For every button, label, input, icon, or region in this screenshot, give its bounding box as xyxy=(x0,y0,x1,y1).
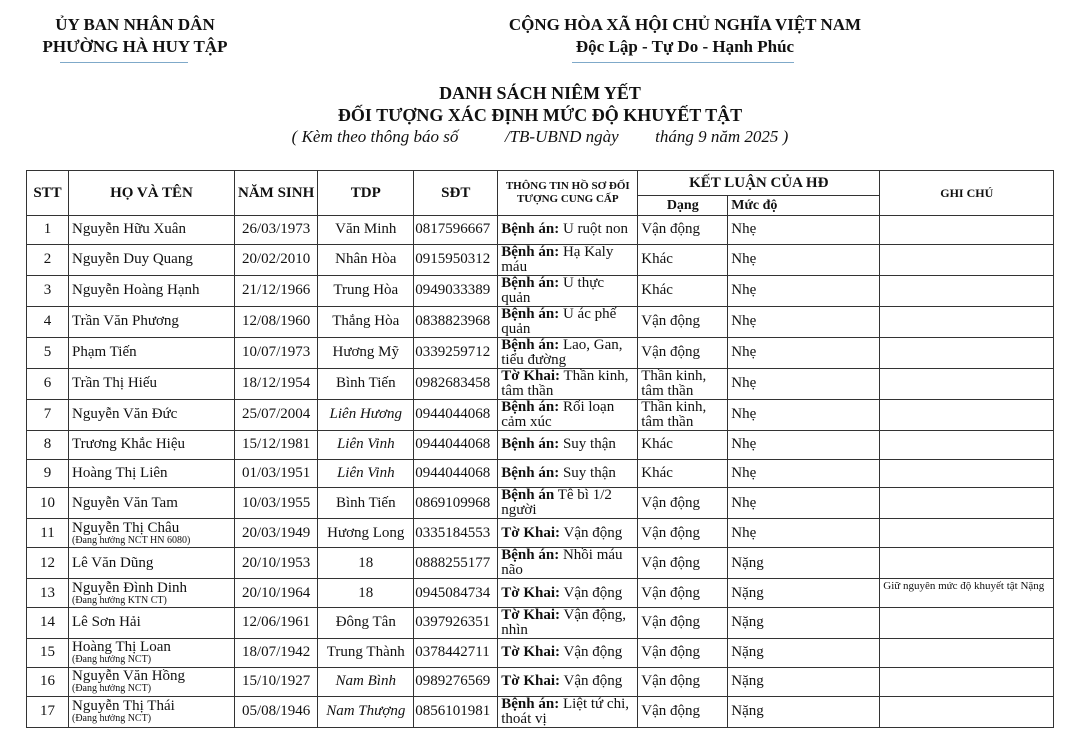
cell-type: Vận động xyxy=(638,306,728,337)
header-name: HỌ VÀ TÊN xyxy=(69,171,235,216)
benefit-note: (Đang hưởng NCT HN 6080) xyxy=(72,534,191,546)
header-stt: STT xyxy=(27,171,69,216)
cell-type: Khác xyxy=(638,430,728,459)
cell-birth: 10/03/1955 xyxy=(235,488,318,519)
cell-stt: 7 xyxy=(27,399,69,430)
cell-birth: 12/08/1960 xyxy=(235,306,318,337)
info-text: Vận động xyxy=(563,644,623,661)
cell-level: Nhẹ xyxy=(728,488,880,519)
cell-note xyxy=(880,368,1054,399)
cell-note xyxy=(880,488,1054,519)
info-text: Vận động xyxy=(563,524,623,541)
motto: Độc Lập - Tự Do - Hạnh Phúc xyxy=(575,37,795,56)
cell-note xyxy=(880,399,1054,430)
info-text: Thần kinh, tâm thần xyxy=(501,368,629,399)
cell-level: Nhẹ xyxy=(728,337,880,368)
table-row xyxy=(27,216,1054,245)
info-label: Tờ Khai: xyxy=(501,644,560,661)
cell-type: Vận động xyxy=(638,548,728,579)
cell-tdp: Liên Vinh xyxy=(318,430,414,459)
cell-info xyxy=(498,275,638,306)
info-label: Tờ Khai: xyxy=(501,607,560,623)
table-row xyxy=(27,519,1054,548)
info-text: Suy thận xyxy=(562,436,616,453)
cell-name xyxy=(69,638,235,667)
doc-subject: ĐỐI TƯỢNG XÁC ĐỊNH MỨC ĐỘ KHUYẾT TẬT xyxy=(337,105,743,125)
cell-name xyxy=(69,488,235,519)
table-row xyxy=(27,459,1054,488)
benefit-note: (Đang hưởng NCT) xyxy=(72,713,152,725)
cell-info xyxy=(498,579,638,608)
cell-stt: 14 xyxy=(27,607,69,638)
cell-type: Khác xyxy=(638,244,728,275)
benefit-note: (Đang hưởng KTN CT) xyxy=(72,594,167,606)
cell-note: Giữ nguyên mức độ khuyết tật Nặng xyxy=(880,579,1054,608)
person-name: Lê Văn Dũng xyxy=(72,554,154,571)
cell-tdp: Nam Thượng xyxy=(318,696,414,727)
cell-phone: 0944044068 xyxy=(414,430,498,459)
cell-level: Nhẹ xyxy=(728,244,880,275)
cell-type: Khác xyxy=(638,275,728,306)
cell-type: Thần kinh, tâm thần xyxy=(638,399,728,430)
cell-note xyxy=(880,216,1054,245)
cell-name xyxy=(69,459,235,488)
cell-stt: 3 xyxy=(27,275,69,306)
reference-part-c: tháng 9 năm 2025 ) xyxy=(655,127,789,146)
disability-list-table xyxy=(26,170,1054,728)
doc-reference xyxy=(0,127,1080,147)
table-row xyxy=(27,607,1054,638)
cell-name xyxy=(69,306,235,337)
info-text: Nhồi máu não xyxy=(501,547,623,579)
cell-phone: 0945084734 xyxy=(414,579,498,608)
cell-birth: 01/03/1951 xyxy=(235,459,318,488)
info-label: Bệnh án: xyxy=(501,306,560,322)
info-text: Rối loạn cảm xúc xyxy=(501,399,615,430)
cell-name xyxy=(69,696,235,727)
cell-note xyxy=(880,696,1054,727)
cell-note xyxy=(880,337,1054,368)
info-label: Bệnh án: xyxy=(501,436,560,453)
info-label: Tờ Khai: xyxy=(501,673,560,690)
cell-level: Nhẹ xyxy=(728,519,880,548)
cell-name xyxy=(69,548,235,579)
cell-phone: 0378442711 xyxy=(414,638,498,667)
cell-birth: 18/07/1942 xyxy=(235,638,318,667)
cell-birth: 26/03/1973 xyxy=(235,216,318,245)
table-row xyxy=(27,548,1054,579)
cell-tdp: 18 xyxy=(318,579,414,608)
cell-type: Vận động xyxy=(638,607,728,638)
cell-note xyxy=(880,638,1054,667)
cell-level: Nhẹ xyxy=(728,430,880,459)
table-row xyxy=(27,430,1054,459)
cell-info xyxy=(498,488,638,519)
cell-info xyxy=(498,216,638,245)
cell-type: Vận động xyxy=(638,216,728,245)
cell-note xyxy=(880,548,1054,579)
cell-info xyxy=(498,638,638,667)
info-label: Bệnh án: xyxy=(501,275,560,291)
person-name: Nguyễn Duy Quang xyxy=(72,251,193,268)
country-name: CỘNG HÒA XÃ HỘI CHỦ NGHĨA VIỆT NAM xyxy=(508,15,862,34)
table-row xyxy=(27,306,1054,337)
cell-phone: 0949033389 xyxy=(414,275,498,306)
person-name: Nguyễn Hoàng Hạnh xyxy=(72,282,200,299)
cell-level: Nhẹ xyxy=(728,399,880,430)
authority-underline xyxy=(60,62,188,63)
cell-level: Nặng xyxy=(728,638,880,667)
cell-stt: 15 xyxy=(27,638,69,667)
cell-info xyxy=(498,548,638,579)
info-label: Bệnh án: xyxy=(501,221,560,238)
cell-info xyxy=(498,337,638,368)
person-name: Nguyễn Đình Dinh xyxy=(72,579,187,596)
table-row xyxy=(27,244,1054,275)
person-name: Nguyễn Thị Châu xyxy=(72,519,180,536)
header-phone: SĐT xyxy=(414,171,498,216)
table-row xyxy=(27,696,1054,727)
header-tdp: TDP xyxy=(318,171,414,216)
info-text: Tê bì 1/2 người xyxy=(501,487,612,519)
cell-stt: 11 xyxy=(27,519,69,548)
person-name: Nguyễn Văn Đức xyxy=(72,406,178,423)
cell-type: Vận động xyxy=(638,667,728,696)
cell-name xyxy=(69,430,235,459)
info-label: Bệnh án: xyxy=(501,464,560,481)
cell-tdp: Liên Vinh xyxy=(318,459,414,488)
header-level: Mức độ xyxy=(728,196,880,216)
header-note: GHI CHÚ xyxy=(880,171,1054,216)
header-info: THÔNG TIN HỒ SƠ ĐỐI TƯỢNG CUNG CẤP xyxy=(498,171,638,216)
cell-phone: 0335184553 xyxy=(414,519,498,548)
cell-stt: 4 xyxy=(27,306,69,337)
info-label: Bệnh án: xyxy=(501,547,560,564)
cell-info xyxy=(498,667,638,696)
cell-name xyxy=(69,399,235,430)
info-text: U thực quản xyxy=(501,275,604,306)
cell-tdp: Bình Tiến xyxy=(318,488,414,519)
cell-phone: 0944044068 xyxy=(414,459,498,488)
person-name: Hoàng Thị Loan xyxy=(72,639,171,656)
cell-type: Vận động xyxy=(638,696,728,727)
cell-phone: 0856101981 xyxy=(414,696,498,727)
cell-tdp: Đông Tân xyxy=(318,607,414,638)
cell-note xyxy=(880,306,1054,337)
cell-info xyxy=(498,399,638,430)
info-text: Vận động xyxy=(563,673,623,690)
info-text: Lao, Gan, tiểu đường xyxy=(501,337,623,368)
cell-level: Nặng xyxy=(728,579,880,608)
cell-name xyxy=(69,519,235,548)
table-row xyxy=(27,579,1054,608)
cell-level: Nặng xyxy=(728,607,880,638)
cell-stt: 13 xyxy=(27,579,69,608)
person-name: Nguyễn Hữu Xuân xyxy=(72,221,186,238)
cell-stt: 10 xyxy=(27,488,69,519)
info-label: Bệnh án: xyxy=(501,244,560,260)
cell-stt: 17 xyxy=(27,696,69,727)
info-label: Tờ Khai: xyxy=(501,584,560,601)
person-name: Phạm Tiến xyxy=(72,344,137,361)
cell-info xyxy=(498,519,638,548)
cell-tdp: Nam Bình xyxy=(318,667,414,696)
cell-phone: 0915950312 xyxy=(414,244,498,275)
header-conclusion: KẾT LUẬN CỦA HĐ xyxy=(638,171,880,196)
cell-stt: 5 xyxy=(27,337,69,368)
cell-level: Nặng xyxy=(728,667,880,696)
info-text: Liệt tứ chi, thoát vị xyxy=(501,696,629,727)
cell-phone: 0982683458 xyxy=(414,368,498,399)
cell-phone: 0838823968 xyxy=(414,306,498,337)
info-label: Bệnh án xyxy=(501,487,555,504)
cell-type: Vận động xyxy=(638,638,728,667)
cell-name xyxy=(69,579,235,608)
table-row xyxy=(27,337,1054,368)
cell-birth: 21/12/1966 xyxy=(235,275,318,306)
info-label: Bệnh án: xyxy=(501,399,560,415)
cell-tdp: Nhân Hòa xyxy=(318,244,414,275)
cell-birth: 12/06/1961 xyxy=(235,607,318,638)
info-text: U ruột non xyxy=(562,221,628,238)
cell-tdp: Văn Minh xyxy=(318,216,414,245)
person-name: Trương Khắc Hiệu xyxy=(72,436,185,453)
cell-name xyxy=(69,368,235,399)
info-label: Bệnh án: xyxy=(501,337,560,353)
benefit-note: (Đang hưởng NCT) xyxy=(72,683,152,695)
cell-note xyxy=(880,430,1054,459)
person-name: Trần Thị Hiếu xyxy=(72,375,158,392)
cell-tdp: Hương Mỹ xyxy=(318,337,414,368)
cell-birth: 10/07/1973 xyxy=(235,337,318,368)
cell-level: Nặng xyxy=(728,548,880,579)
info-text: Vận động xyxy=(563,584,623,601)
table-row xyxy=(27,638,1054,667)
cell-level: Nhẹ xyxy=(728,459,880,488)
cell-tdp: Trung Hòa xyxy=(318,275,414,306)
info-text: U ác phế quản xyxy=(501,306,617,337)
cell-birth: 20/02/2010 xyxy=(235,244,318,275)
cell-phone: 0989276569 xyxy=(414,667,498,696)
cell-tdp: Liên Hương xyxy=(318,399,414,430)
person-name: Lê Sơn Hải xyxy=(72,614,141,631)
cell-name xyxy=(69,275,235,306)
doc-title: DANH SÁCH NIÊM YẾT xyxy=(439,83,641,103)
header-type: Dạng xyxy=(638,196,728,216)
cell-name xyxy=(69,667,235,696)
cell-birth: 18/12/1954 xyxy=(235,368,318,399)
cell-birth: 20/10/1964 xyxy=(235,579,318,608)
cell-info xyxy=(498,368,638,399)
cell-level: Nhẹ xyxy=(728,368,880,399)
cell-type: Khác xyxy=(638,459,728,488)
cell-info xyxy=(498,459,638,488)
person-name: Trần Văn Phương xyxy=(72,313,179,330)
motto-underline xyxy=(572,62,794,63)
cell-name xyxy=(69,607,235,638)
info-text: Vận động, nhìn xyxy=(501,607,626,638)
cell-phone: 0869109968 xyxy=(414,488,498,519)
cell-name xyxy=(69,244,235,275)
table-row xyxy=(27,667,1054,696)
table-body xyxy=(27,216,1054,728)
cell-stt: 6 xyxy=(27,368,69,399)
cell-note xyxy=(880,519,1054,548)
header-birth: NĂM SINH xyxy=(235,171,318,216)
cell-type: Thần kinh, tâm thần xyxy=(638,368,728,399)
cell-birth: 15/12/1981 xyxy=(235,430,318,459)
cell-note xyxy=(880,667,1054,696)
cell-stt: 1 xyxy=(27,216,69,245)
cell-type: Vận động xyxy=(638,579,728,608)
person-name: Nguyễn Thị Thái xyxy=(72,698,175,715)
cell-tdp: 18 xyxy=(318,548,414,579)
cell-phone: 0397926351 xyxy=(414,607,498,638)
cell-note xyxy=(880,607,1054,638)
national-motto xyxy=(470,14,900,58)
cell-name xyxy=(69,216,235,245)
authority-line-2: PHƯỜNG HÀ HUY TẬP xyxy=(42,37,228,56)
cell-note xyxy=(880,459,1054,488)
table-row xyxy=(27,399,1054,430)
cell-type: Vận động xyxy=(638,337,728,368)
authority-line-1: ỦY BAN NHÂN DÂN xyxy=(55,15,215,34)
reference-part-b: /TB-UBND ngày xyxy=(504,127,619,146)
cell-tdp: Thắng Hòa xyxy=(318,306,414,337)
cell-birth: 20/03/1949 xyxy=(235,519,318,548)
cell-level: Nhẹ xyxy=(728,275,880,306)
cell-birth: 15/10/1927 xyxy=(235,667,318,696)
info-label: Bệnh án: xyxy=(501,696,560,712)
reference-part-a: ( Kèm theo thông báo số xyxy=(291,127,459,146)
table-row xyxy=(27,368,1054,399)
cell-level: Nhẹ xyxy=(728,306,880,337)
info-text: Hạ Kaly máu xyxy=(501,244,614,275)
cell-type: Vận động xyxy=(638,519,728,548)
cell-type: Vận động xyxy=(638,488,728,519)
person-name: Nguyễn Văn Hồng xyxy=(72,668,186,685)
issuing-authority xyxy=(20,14,250,58)
table-row xyxy=(27,275,1054,306)
benefit-note: (Đang hưởng NCT) xyxy=(72,654,152,666)
cell-phone: 0888255177 xyxy=(414,548,498,579)
cell-tdp: Trung Thành xyxy=(318,638,414,667)
cell-info xyxy=(498,696,638,727)
cell-stt: 9 xyxy=(27,459,69,488)
cell-name xyxy=(69,337,235,368)
cell-stt: 8 xyxy=(27,430,69,459)
cell-stt: 2 xyxy=(27,244,69,275)
cell-tdp: Hương Long xyxy=(318,519,414,548)
cell-birth: 20/10/1953 xyxy=(235,548,318,579)
cell-birth: 05/08/1946 xyxy=(235,696,318,727)
cell-stt: 12 xyxy=(27,548,69,579)
cell-phone: 0817596667 xyxy=(414,216,498,245)
info-text: Suy thận xyxy=(562,464,616,481)
cell-phone: 0944044068 xyxy=(414,399,498,430)
cell-info xyxy=(498,430,638,459)
cell-birth: 25/07/2004 xyxy=(235,399,318,430)
cell-level: Nặng xyxy=(728,696,880,727)
person-name: Nguyễn Văn Tam xyxy=(72,494,178,511)
info-label: Tờ Khai: xyxy=(501,524,560,541)
cell-info xyxy=(498,244,638,275)
cell-phone: 0339259712 xyxy=(414,337,498,368)
cell-tdp: Bình Tiến xyxy=(318,368,414,399)
cell-stt: 16 xyxy=(27,667,69,696)
table-row xyxy=(27,488,1054,519)
cell-note xyxy=(880,244,1054,275)
cell-note xyxy=(880,275,1054,306)
info-label: Tờ Khai: xyxy=(501,368,560,384)
cell-info xyxy=(498,306,638,337)
cell-level: Nhẹ xyxy=(728,216,880,245)
cell-info xyxy=(498,607,638,638)
person-name: Hoàng Thị Liên xyxy=(72,464,168,481)
